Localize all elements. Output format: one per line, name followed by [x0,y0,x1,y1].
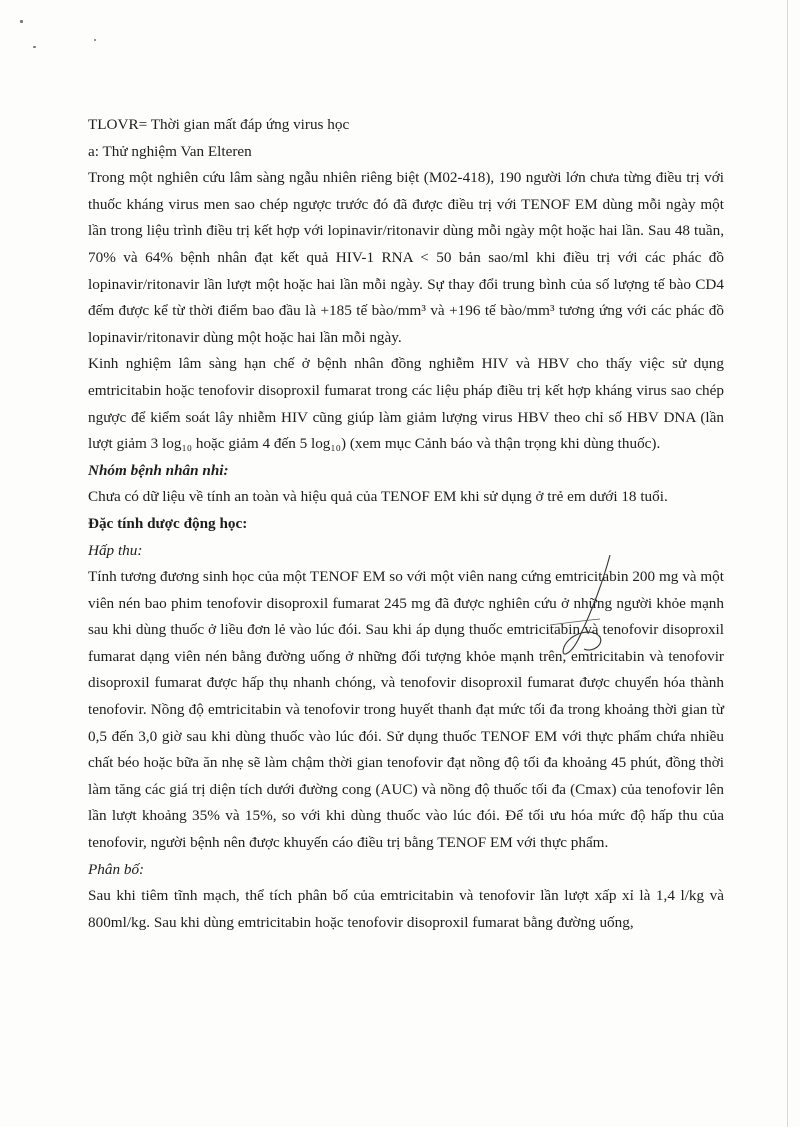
paragraph-distribution: Sau khi tiêm tĩnh mạch, thể tích phân bố của emtricitabin và tenofovir lần lượt xấp xỉ là 1,4 l/kg và 800ml/kg. Sau khi dùng emtricitabin hoặc tenofovir disoproxil fumarat bằng đường uống, [88,887,724,931]
footnote-van-elteren: a: Thử nghiệm Van Elteren [88,142,252,160]
paragraph-study-m02-418: Trong một nghiên cứu lâm sàng ngẫu nhiên riêng biệt (M02-418), 190 người lớn chưa từng điều trị với thuốc kháng virus men sao chép ngược trước đó đã được điều trị với TENOF EM dùng mỗi ngày một lần trong liệu trình điều trị kết hợp với lopinavir/ritonavir dùng mỗi ngày một hoặc hai lần. Sau 48 tuần, 70% và 64% bệnh nhân đạt kết quả HIV-1 RNA < 50 bản sao/ml khi điều trị với các phác đồ lopinavir/ritonavir lần lượt một hoặc hai lần mỗi ngày. Sự thay đổi trung bình của số lượng tế bào CD4 đếm được kể từ thời điểm bao đầu là +185 tế bào/mm³ và +196 tế bào/mm³ tương ứng với các phác đồ lopinavir/ritonavir dùng một hoặc hai lần mỗi ngày. [88,169,724,346]
red-margin-stamp [770,480,800,620]
subheading-absorption: Hấp thu: [88,541,143,559]
paragraph-absorption: Tính tương đương sinh học của một TENOF EM so với một viên nang cứng emtricitabin 200 mg và một viên nén bao phim tenofovir disoproxil fumarat 245 mg đã được nghiên cứu ở những người khỏe mạnh sau khi dùng thuốc ở liều đơn lẻ vào lúc đói. Sau khi áp dụng thuốc emtricitabin và tenofovir disoproxil fumarat dạng viên nén bằng đường uống ở những đối tượng khỏe mạnh trên, emtricitabin và tenofovir disoproxil fumarat được hấp thụ nhanh chóng, và tenofovir disoproxil fumarat được chuyển hóa thành tenofovir. Nồng độ emtricitabin và tenofovir trong huyết thanh đạt mức tối đa trong khoảng thời gian từ 0,5 đến 3,0 giờ sau khi dùng thuốc vào lúc đói. Sử dụng thuốc TENOF EM với thực phẩm chứa nhiều chất béo hoặc bữa ăn nhẹ sẽ làm chậm thời gian tenofovir đạt nồng độ tối đa khoảng 45 phút, đồng thời làm tăng các giá trị diện tích dưới đường cong (AUC) và nồng độ thuốc tối đa (Cmax) của tenofovir lên lần lượt khoảng 35% và 15%, so với khi dùng thuốc vào lúc đói. Để tối ưu hóa mức độ hấp thu của tenofovir, người bệnh nên được khuyến cáo điều trị bằng TENOF EM với thực phẩm. [88,568,724,852]
subheading-distribution: Phân bố: [88,860,145,878]
heading-pharmacokinetics: Đặc tính dược động học: [88,514,248,532]
heading-pediatric: Nhóm bệnh nhân nhi: [88,461,229,479]
document-body [88,112,724,936]
definition-tlovr: TLOVR= Thời gian mất đáp ứng virus học [88,116,350,133]
paragraph-hiv-hbv-coinfection: Kinh nghiệm lâm sàng hạn chế ở bệnh nhân đồng nghiễm HIV và HBV cho thấy việc sử dụng emtricitabin hoặc tenofovir disoproxil fumarat trong các liệu pháp điều trị kết hợp kháng virus sao chép ngược để kiểm soát lây nhiễm HIV cũng giúp làm giảm lượng virus HBV theo chỉ số HBV DNA (lần lượt giảm 3 log₁₀ hoặc giảm 4 đến 5 log₁₀) (xem mục Cảnh báo và thận trọng khi dùng thuốc). [88,355,724,453]
handwritten-signature [540,555,630,675]
scan-speck [20,20,23,23]
scan-speck [33,46,36,48]
paragraph-pediatric: Chưa có dữ liệu về tính an toàn và hiệu quả của TENOF EM khi sử dụng ở trẻ em dưới 18 tuổi. [88,488,668,506]
scan-speck [94,39,96,41]
